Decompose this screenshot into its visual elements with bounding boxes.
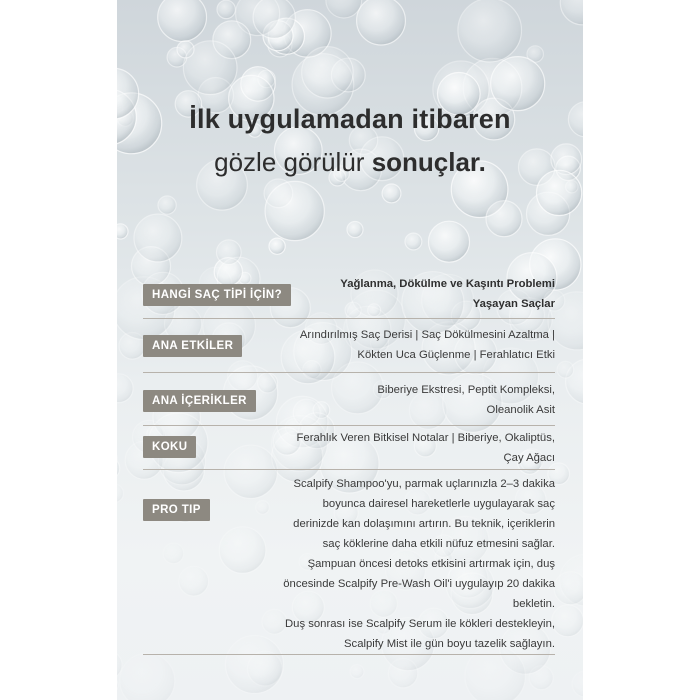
headline-line-2 (117, 147, 583, 178)
headline (117, 104, 583, 178)
pro-tip-line: derinizde kan dolaşımını artırın. Bu teknik, içeriklerin (293, 518, 555, 530)
headline-line-2-bold: sonuçlar. (371, 147, 486, 177)
value-effects-line-1: Arındırılmış Saç Derisi | Saç Dökülmesini Azaltma | (299, 329, 555, 341)
divider (143, 654, 555, 655)
value-hair-type (340, 274, 555, 314)
value-pro-tip (283, 474, 555, 654)
value-scent (297, 428, 555, 468)
label-hair-type: HANGİ SAÇ TİPİ İÇİN? (143, 284, 291, 306)
label-effects: ANA ETKİLER (143, 335, 242, 357)
pro-tip-line: boyunca dairesel hareketlerle uygulayarak saç (322, 498, 555, 510)
headline-line-2-regular: gözle görülür (214, 147, 365, 177)
divider (143, 372, 555, 373)
pro-tip-line: saç köklerine daha etkili nüfuz etmesini sağlar. (322, 538, 555, 550)
row-pro-tip (143, 474, 555, 652)
pro-tip-line: Şampuan öncesi detoks etkisini artırmak için, duş (307, 558, 555, 570)
pro-tip-line: Duş sonrası ise Scalpify Serum ile kökleri destekleyin, (285, 618, 555, 630)
value-scent-line-2: Çay Ağacı (503, 452, 555, 464)
pro-tip-line: bekletin. (512, 598, 555, 610)
value-hair-type-line-1: Yağlanma, Dökülme ve Kaşıntı Problemi (340, 278, 555, 290)
value-effects-line-2: Kökten Uca Güçlenme | Ferahlatıcı Etki (357, 349, 555, 361)
value-ingredients-line-1: Biberiye Ekstresi, Peptit Kompleksi, (377, 384, 555, 396)
value-ingredients (377, 380, 555, 420)
divider (143, 318, 555, 319)
value-ingredients-line-2: Oleanolik Asit (486, 404, 555, 416)
row-hair-type (143, 272, 555, 316)
label-pro-tip: PRO TIP (143, 499, 210, 521)
row-ingredients (143, 378, 555, 424)
pro-tip-line: Scalpify Shampoo'yu, parmak uçlarınızla 2–3 dakika (293, 478, 555, 490)
divider (143, 469, 555, 470)
label-ingredients: ANA İÇERİKLER (143, 390, 256, 412)
pro-tip-line: Scalpify Mist ile gün boyu tazelik sağlayın. (344, 638, 555, 650)
headline-line-1: İlk uygulamadan itibaren (189, 104, 511, 134)
value-hair-type-line-2: Yaşayan Saçlar (472, 298, 555, 310)
product-info-card (117, 0, 583, 700)
value-effects (300, 325, 555, 365)
divider (143, 425, 555, 426)
label-scent: KOKU (143, 436, 196, 458)
row-effects (143, 323, 555, 369)
pro-tip-line: öncesinde Scalpify Pre-Wash Oil'i uygulayıp 20 dakika (283, 578, 555, 590)
row-scent (143, 428, 555, 470)
value-scent-line-1: Ferahlık Veren Bitkisel Notalar | Biberiye, Okaliptüs, (296, 432, 555, 444)
